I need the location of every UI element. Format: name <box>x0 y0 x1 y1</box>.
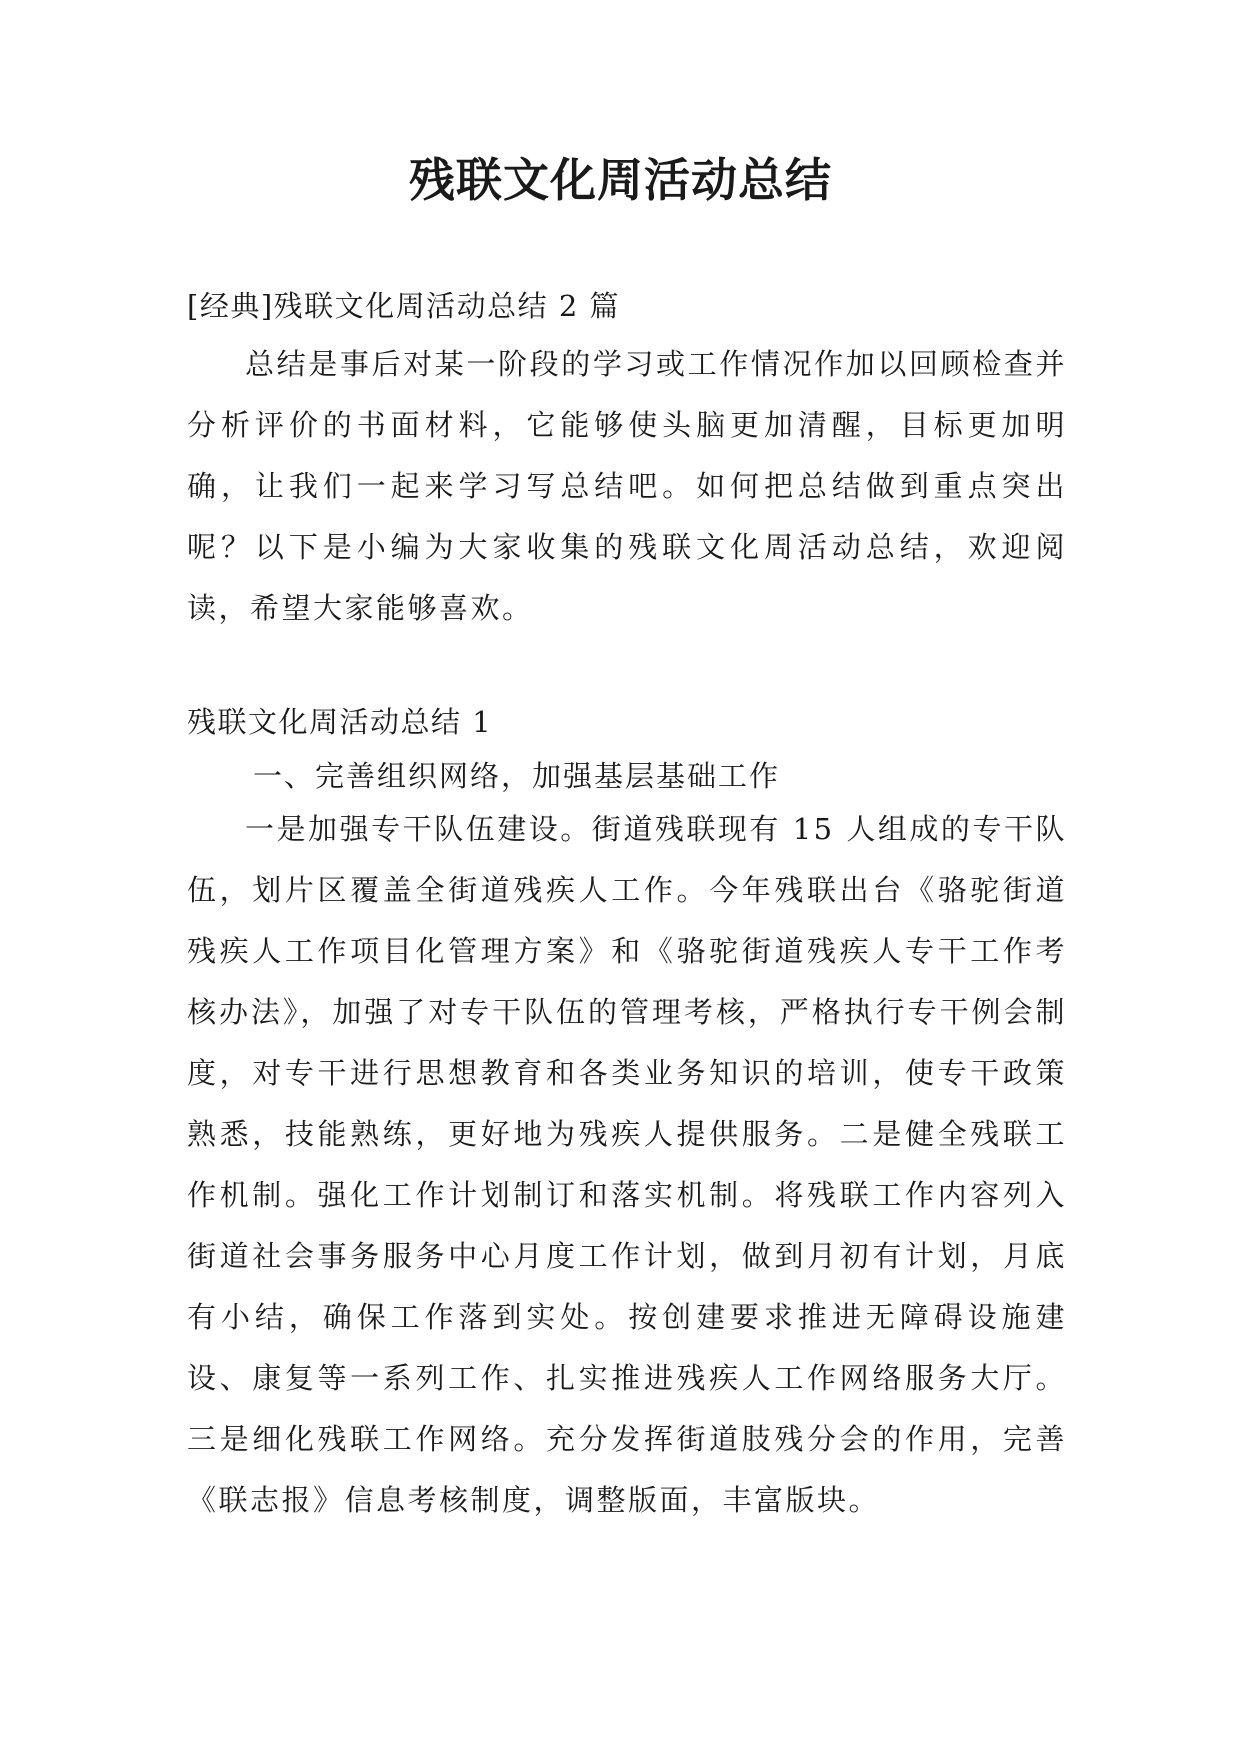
document-title: 残联文化周活动总结 <box>409 153 832 207</box>
document-subtitle: [经典]残联文化周活动总结 2 篇 <box>187 289 621 323</box>
section-subheading: 一、完善组织网络，加强基层基础工作 <box>253 759 781 793</box>
section-heading: 残联文化周活动总结 1 <box>187 705 493 739</box>
intro-paragraph: 总结是事后对某一阶段的学习或工作情况作加以回顾检查并分析评价的书面材料，它能够使头脑更加清醒，目标更加明确，让我们一起来学习写总结吧。如何把总结做到重点突出呢？以下是小编为大家收集的残联文化周活动总结，欢迎阅读，希望大家能够喜欢。 <box>187 347 1067 625</box>
intro-block <box>187 334 1067 639</box>
section-paragraph: 一是加强专干队伍建设。街道残联现有 15 人组成的专干队伍，划片区覆盖全街道残疾人工作。今年残联出台《骆驼街道残疾人工作项目化管理方案》和《骆驼街道残疾人专干工作考核办法》，加强了对专干队伍的管理考核，严格执行专干例会制度，对专干进行思想教育和各类业务知识的培训，使专干政策熟悉，技能熟练，更好地为残疾人提供服务。二是健全残联工作机制。强化工作计划制订和落实机制。将残联工作内容列入街道社会事务服务中心月度工作计划，做到月初有计划，月底有小结，确保工作落到实处。按创建要求推进无障碍设施建设、康复等一系列工作、扎实推进残疾人工作网络服务大厅。三是细化残联工作网络。充分发挥街道肢残分会的作用，完善《联志报》信息考核制度，调整版面，丰富版块。 <box>187 812 1067 1517</box>
section-body-block <box>187 799 1067 1531</box>
